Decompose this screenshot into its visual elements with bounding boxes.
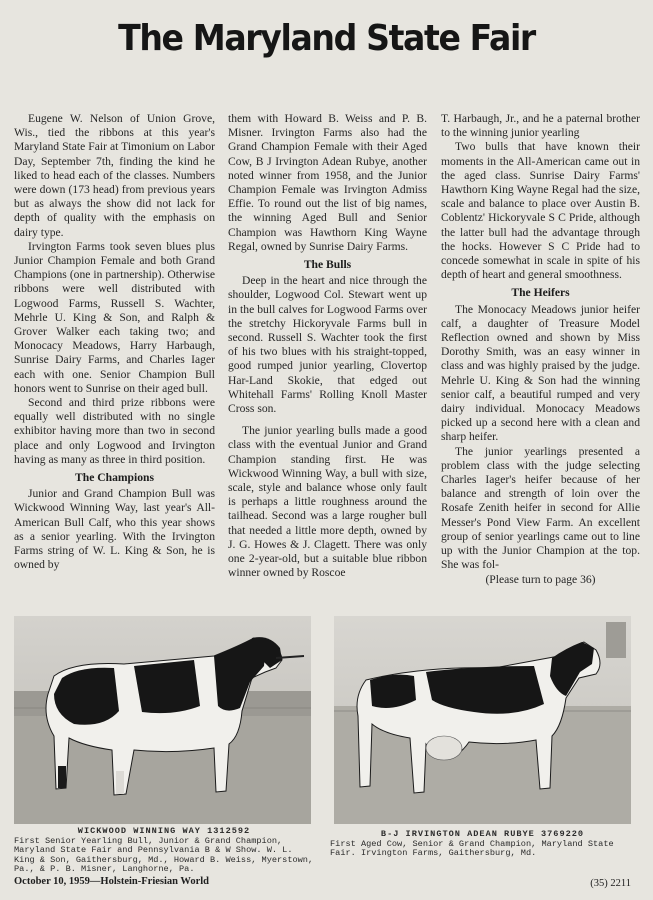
paragraph: them with Howard B. Weiss and P. B. Misner. Irvington Farms also had the Grand Champion Female with their Aged Cow, B J Irvington Adean Rubye, another noted winner from 1958, and the Junior Champion Female was Irvington Admiss Effie. To round out the list of big names, the winning Aged Bull and Senior Champion was Hawthorn King Wayne Regal, owned by Sunrise Dairy Farms. xyxy=(228,112,427,253)
caption-heading: WICKWOOD WINNING WAY 1312592 xyxy=(77,826,251,836)
photo-bull xyxy=(14,616,311,824)
article-title: The Maryland State Fair xyxy=(118,18,535,59)
photo-caption-2 xyxy=(330,830,635,859)
paragraph: Eugene W. Nelson of Union Grove, Wis., tied the ribbons at this year's Maryland State Fair at Timonium on Labor Day, September 7th, finding the kind he liked to head each of the classes. Numbers were down (173 head) from previous years but as always the show did not lack for depth of quality with the emphasis on dairy type. xyxy=(14,112,215,239)
section-heading-heifers: The Heifers xyxy=(511,286,570,300)
paragraph: Deep in the heart and nice through the shoulder, Logwood Col. Stewart went up in the bull calves for Logwood Farms over the stretchy Hickoryvale Farms bull in second. Russell S. Wachter took the first of his two blues with his straight-topped, good rumped junior yearling, Clovertop Har-Land Skokie, that edged out Whitehall Farms' Rolling Knoll Master Cross son. xyxy=(228,274,427,416)
paragraph: Irvington Farms took seven blues plus Junior Champion Female and both Grand Champions (one in partnership). Otherwise ribbons were well distributed with Logwood Farms, Russell S. Wachter, Mehrle U. King & Son, and Ralph & Grover Walker each taking two; and Monocacy Meadows, Harry Harbaugh, Sunrise Dairy Farms, and Charles Iager each with one. Senior Champion Bull honors went to Sunrise on their aged bull. xyxy=(14,239,215,395)
paragraph: Junior and Grand Champion Bull was Wickwood Winning Way, last year's All-American Bull Calf, who this year shows as a senior yearling. With the Irvington Farms string of W. L. King & Son, he is owned by xyxy=(14,487,215,572)
paragraph: The Monocacy Meadows junior heifer calf, a daughter of Treasure Model Reflection owned and shown by Miss Dorothy Smith, was an easy winner in class and was highly praised by the judge. Mehrle U. King & Son had the winning senior calf, a beautiful rumped and very dairy individual. Monocacy Meadows picked up a second here with a clean and sharp heifer. xyxy=(441,302,640,444)
text-column-2 xyxy=(228,112,427,581)
continued-note: (Please turn to page 36) xyxy=(485,572,596,586)
caption-text: First Aged Cow, Senior & Grand Champion, Maryland State Fair. Irvington Farms, Gaithersburg, Md. xyxy=(330,838,614,859)
section-heading-champions: The Champions xyxy=(75,471,154,485)
text-column-3 xyxy=(441,112,640,587)
section-heading-bulls: The Bulls xyxy=(303,258,352,272)
paragraph: T. Harbaugh, Jr., and he a paternal brother to the winning junior yearling xyxy=(441,112,640,140)
paragraph: Second and third prize ribbons were equally well distributed with no single exhibitor having more than two in second place and only Logwood and Irvington having as many as three in third position. xyxy=(14,396,215,466)
footer-page-number: (35) 2211 xyxy=(590,878,631,889)
footer-issue: October 10, 1959—Holstein-Friesian World xyxy=(14,876,210,887)
paragraph: The junior yearling bulls made a good class with the eventual Junior and Grand Champion standing first. He was Wickwood Winning Way, a bull with size, scale, style and balance whose only fault is perhaps a little roughness around the tailhead. Second was a large rougher bull that needed a little more depth, owned by J. G. Howes & J. Clagett. There was only one 2-year-old, but a suitable blue ribbon winner owned by Roscoe xyxy=(228,424,427,580)
photo-caption-1 xyxy=(14,827,314,875)
cow-illustration xyxy=(334,616,631,824)
caption-heading: B-J IRVINGTON ADEAN RUBYE 3769220 xyxy=(380,829,585,839)
photo-cow xyxy=(334,616,631,824)
paragraph: Two bulls that have known their moments in the All-American came out in the aged class. Sunrise Dairy Farms' Hawthorn King Wayne Regal had the size, scale and balance to place over Austin B. Coblentz' Hickoryvale S C Pride, although the latter bull had the advantage through the hocks. However S C Pride had to concede somewhat in scale in spite of his depth of heart and general smoothness. xyxy=(441,140,640,282)
bull-illustration xyxy=(14,616,311,824)
caption-text: First Senior Yearling Bull, Junior & Grand Champion, Maryland State Fair and Pennsylvania B & W Show. W. L. King & Son, Gaithersburg, Md., Howard B. Weiss, Myerstown, Pa., & P. B. Misner, Langhorne, Pa. xyxy=(14,835,314,875)
paragraph: The junior yearlings presented a problem class with the judge selecting Charles Iager's heifer because of her balance and strength of loin over the Rosafe Zenith heifer in second for Allie Messer's Pond View Farm. An excellent group of senior yearlings came out to line up with the Junior Champion at the top. She was fol- xyxy=(441,444,640,572)
text-column-1 xyxy=(14,112,215,573)
